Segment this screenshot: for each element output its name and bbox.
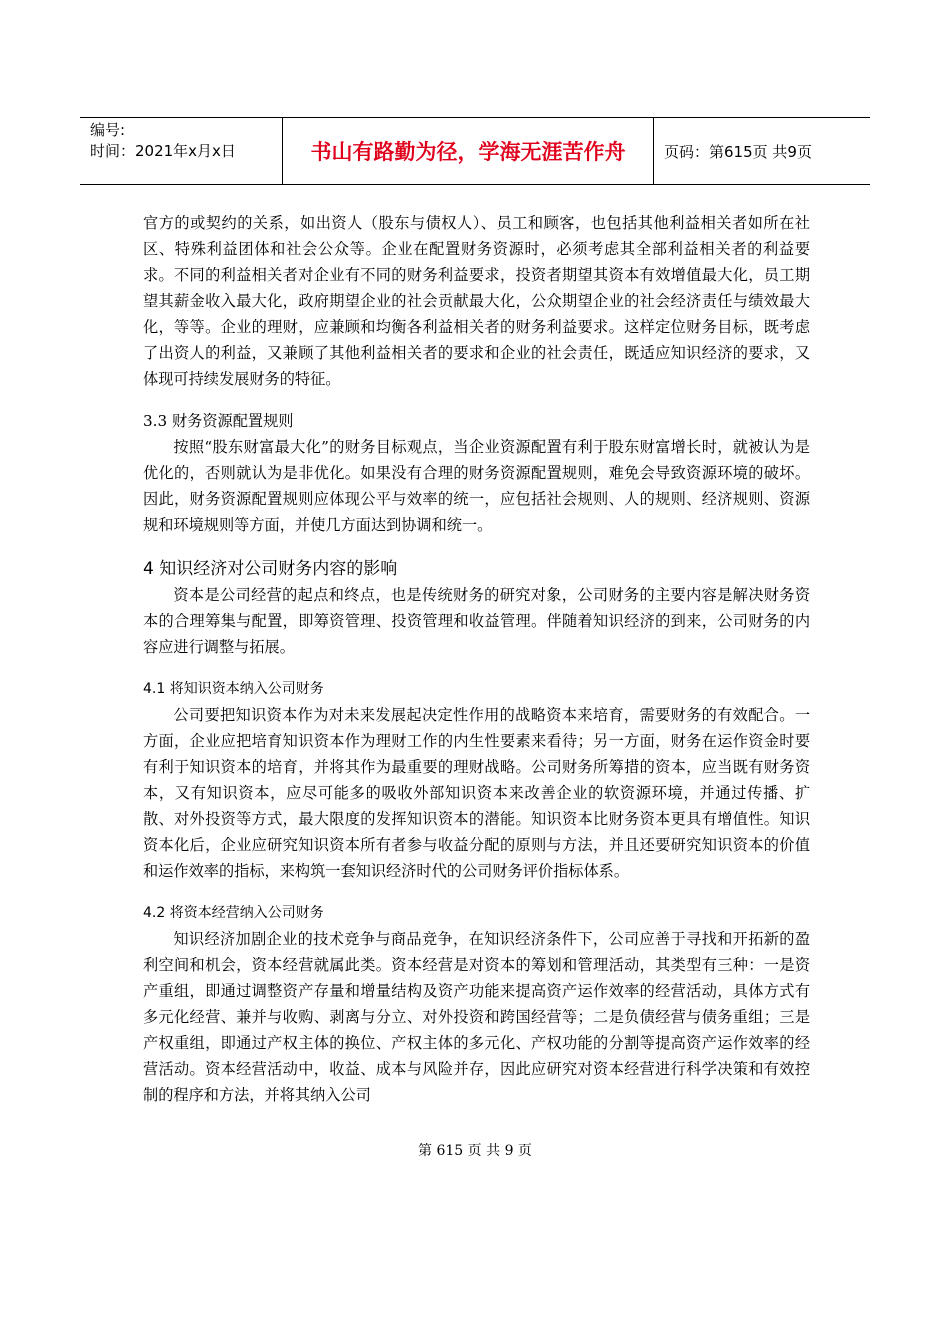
number-label: 编号:	[90, 121, 126, 139]
paragraph: 官方的或契约的关系，如出资人（股东与债权人）、员工和顾客，也包括其他利益相关者如所在社区、特殊利益团体和社会公众等。企业在配置财务资源时，必须考虑其全部利益相关者的利益要求。不同的利益相关者对企业有不同的财务利益要求，投资者期望其资本有效增值最大化，员工期望其薪金收入最大化，政府期望企业的社会贡献最大化，公众期望企业的社会经济责任与绩效最大化，等等。企业的理财，应兼顾和均衡各利益相关者的财务利益要求。这样定位财务目标，既考虑了出资人的利益，又兼顾了其他利益相关者的要求和企业的社会责任，既适应知识经济的要求，又体现可持续发展财务的特征。	[143, 214, 810, 388]
paragraph: 按照“股东财富最大化”的财务目标观点，当企业资源配置有利于股东财富增长时，就被认为是优化的，否则就认为是非优化。如果没有合理的财务资源配置规则，难免会导致资源环境的破坏。因此，财务资源配置规则应体现公平与效率的统一，应包括社会规则、人的规则、经济规则、资源规和环境规则等方面，并使几方面达到协调和统一。	[143, 438, 810, 534]
header-meta-cell	[80, 118, 282, 184]
page-footer: 第 615 页 共 9 页	[418, 1143, 532, 1159]
section-heading-4-2: 4.2 将资本经营纳入公司财务	[143, 905, 324, 921]
document-body	[143, 210, 810, 1108]
header-motto: 书山有路勤为径，学海无涯苦作舟	[282, 118, 654, 184]
paragraph: 资本是公司经营的起点和终点，也是传统财务的研究对象，公司财务的主要内容是解决财务资本的合理筹集与配置，即筹资管理、投资管理和收益管理。伴随着知识经济的到来，公司财务的内容应进行调整与拓展。	[143, 586, 810, 656]
time-label: 时间：2021年x月x日	[90, 142, 236, 160]
paragraph: 公司要把知识资本作为对未来发展起决定性作用的战略资本来培育，需要财务的有效配合。一方面，企业应把培育知识资本作为理财工作的内生性要素来看待；另一方面，财务在运作资金时要有利于知识资本的培育，并将其作为最重要的理财战略。公司财务所筹措的资本，应当既有财务资本，又有知识资本，应尽可能多的吸收外部知识资本来改善企业的软资源环境，并通过传播、扩散、对外投资等方式，最大限度的发挥知识资本的潜能。知识资本比财务资本更具有增值性。知识资本化后，企业应研究知识资本所有者参与收益分配的原则与方法，并且还要研究知识资本的价值和运作效率的指标，来构筑一套知识经济时代的公司财务评价指标体系。	[143, 706, 810, 880]
paragraph: 知识经济加剧企业的技术竞争与商品竞争，在知识经济条件下，公司应善于寻找和开拓新的盈利空间和机会，资本经营就属此类。资本经营是对资本的筹划和管理活动，其类型有三种：一是资产重组，即通过调整资产存量和增量结构及资产功能来提高资产运作效率的经营活动，具体方式有多元化经营、兼并与收购、剥离与分立、对外投资和跨国经营等；二是负债经营与债务重组；三是产权重组，即通过产权主体的换位、产权主体的多元化、产权功能的分割等提高资产运作效率的经营活动。资本经营活动中，收益、成本与风险并存，因此应研究对资本经营进行科学决策和有效控制的程序和方法，并将其纳入公司	[143, 930, 810, 1104]
header-page-code: 页码：第615页 共9页	[664, 142, 812, 161]
section-heading-3-3: 3.3 财务资源配置规则	[143, 412, 294, 430]
section-heading-4: 4 知识经济对公司财务内容的影响	[143, 559, 398, 579]
section-heading-4-1: 4.1 将知识资本纳入公司财务	[143, 681, 324, 697]
page-header-table	[80, 117, 870, 185]
